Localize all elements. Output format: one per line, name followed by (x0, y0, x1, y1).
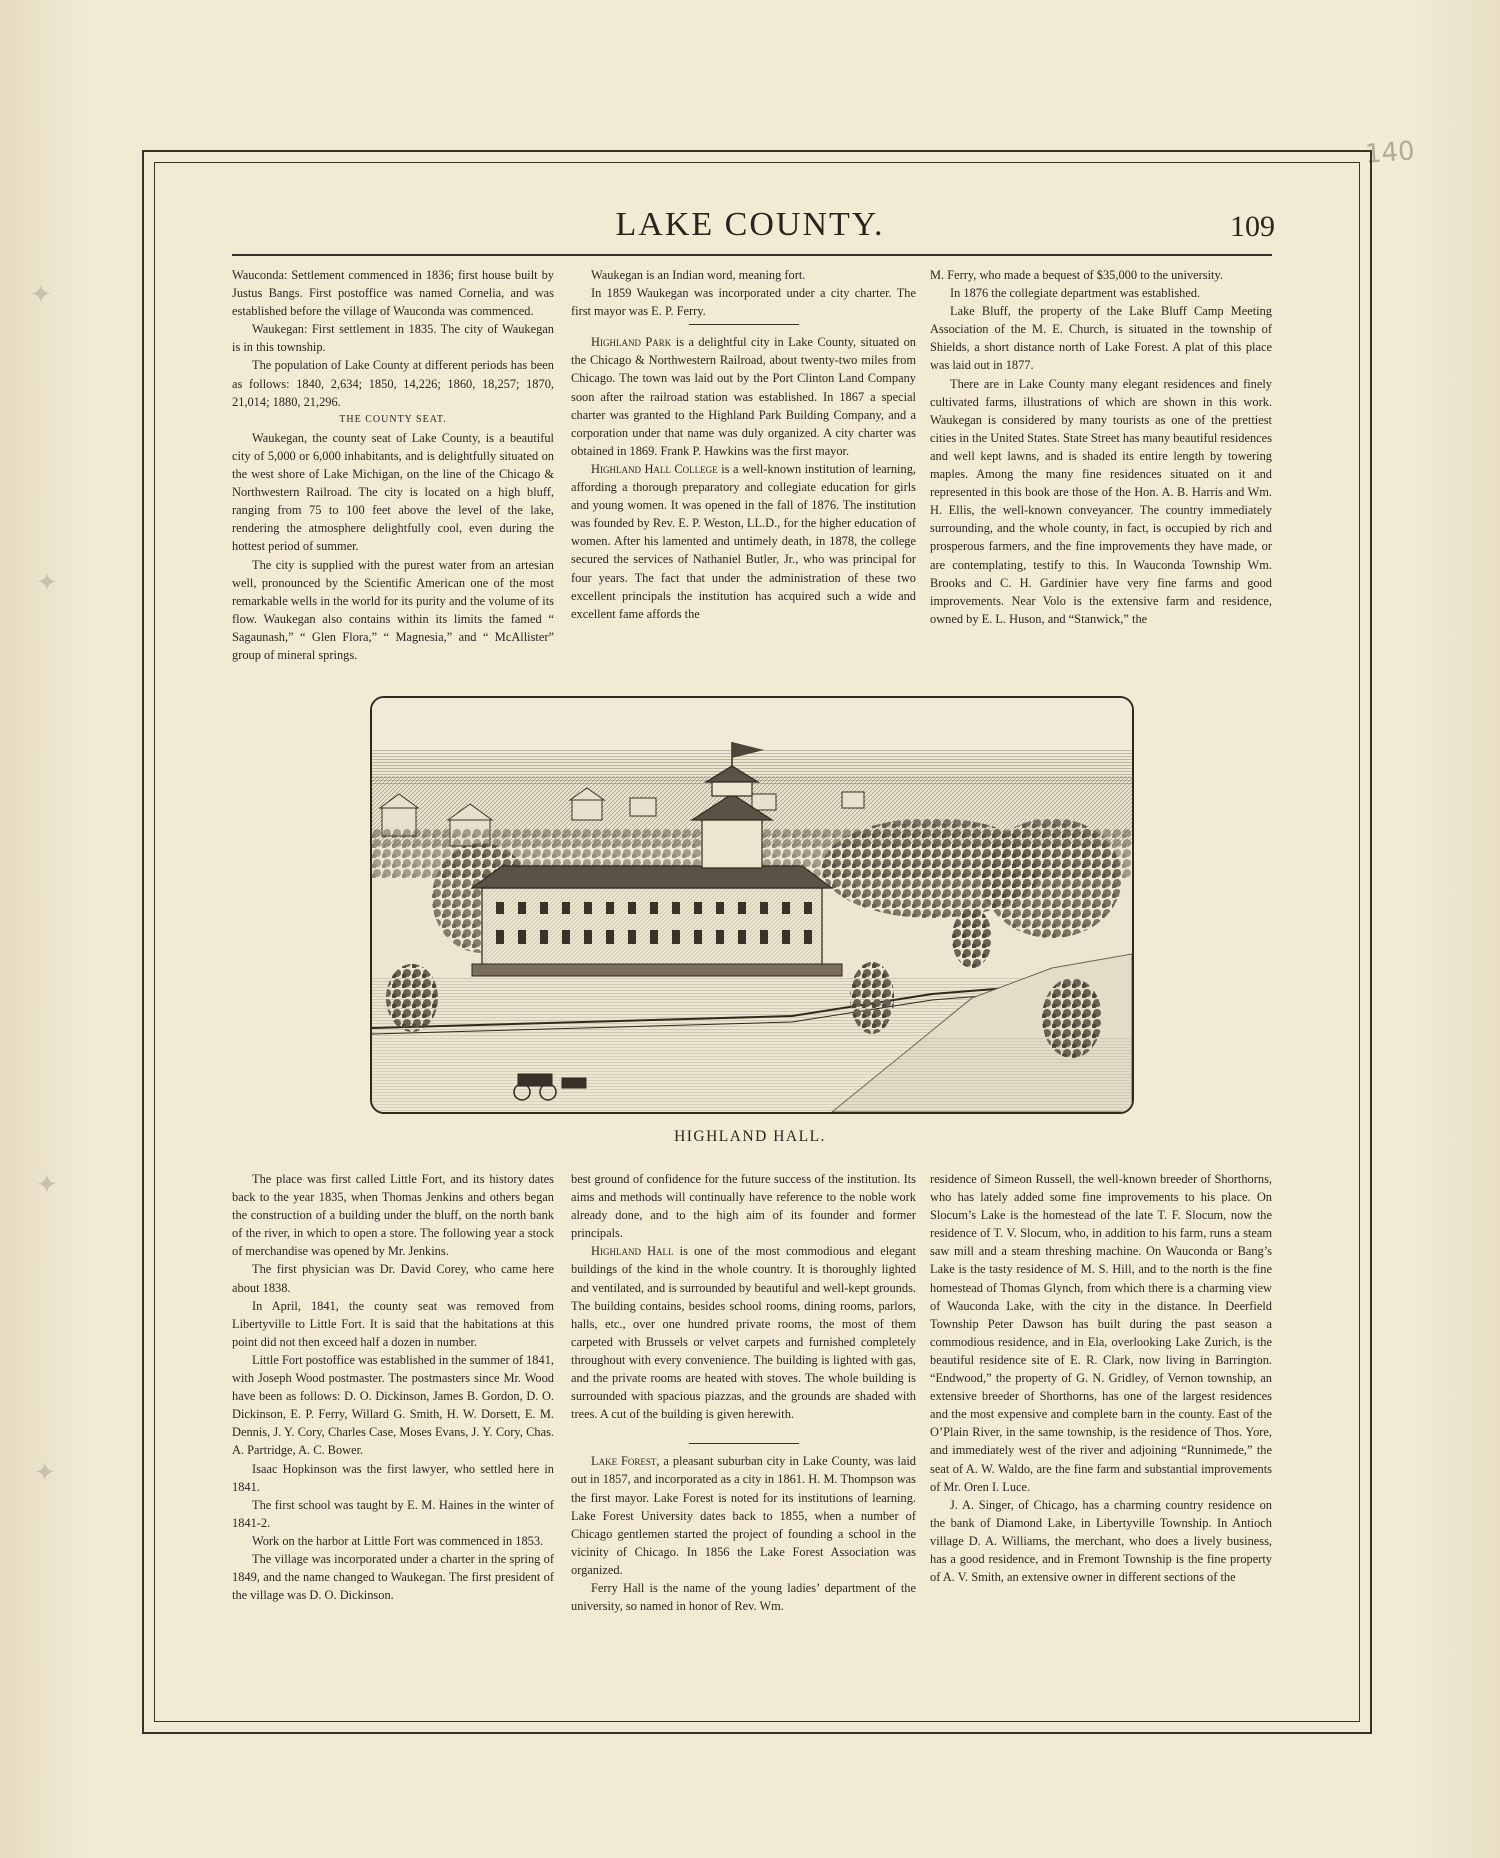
header-rule (232, 254, 1272, 256)
paragraph-highland-hall-college (571, 460, 916, 623)
paragraph: The first physician was Dr. David Corey, who came here about 1838. (232, 1262, 554, 1295)
paragraph-lake-forest (571, 1452, 916, 1579)
lead-in: Highland Park (591, 335, 672, 350)
lead-in: Highland Hall (591, 1244, 674, 1259)
bottom-column-1 (232, 1170, 554, 1640)
paragraph: Work on the harbor at Little Fort was commenced in 1853. (252, 1533, 544, 1548)
paragraph: Isaac Hopkinson was the first lawyer, who settled here in 1841. (232, 1461, 554, 1494)
illustration-caption: HIGHLAND HALL. (674, 1128, 826, 1145)
paragraph: The first school was taught by E. M. Haines in the winter of 1841-2. (232, 1497, 554, 1530)
section-rule (689, 1443, 799, 1444)
paragraph: J. A. Singer, of Chicago, has a charming country residence on the bank of Diamond Lake, in Libertyville Township. In Antioch village D. A. Williams, the merchant, who does a lively business, has a good residence, and in Fremont Township is the fine property of A. V. Smith, an extensive owner in different sections of the (930, 1497, 1272, 1585)
section-heading: THE COUNTY SEAT. (339, 413, 447, 425)
binding-hole-mark: ✦ (36, 568, 58, 597)
paragraph: In April, 1841, the county seat was removed from Libertyville to Little Fort. It is said that the habitations at this point did not then exceed half a dozen in number. (232, 1298, 554, 1349)
paragraph: residence of Simeon Russell, the well-known breeder of Shorthorns, who has lately added some fine improvements to his place. On Slocum’s Lake is the homestead of the late T. F. Slocum, now the residence of T. V. Slocum, who, in addition to his farm, runs a steam saw mill and a steam threshing machine. On Wauconda or Bang’s Lake is the tasty residence of M. S. Hill, and to the north is the fine homestead of Thomas Glynch, from which there is a charming view of Wauconda Lake, with the city in the distance. In Deerfield Township Peter Dawson has built during the past season a commodious residence, and in Ela, overlooking Lake Zurich, is the beautiful residence site of E. R. Clark, now living in Barrington. “Endwood,” the property of G. N. Gridley, of Vernon township, an extensive breeder of Shorthorns, has one of the largest residences and the most expensive and complete barn in the county. East of the O’Plain River, in the same township, is the residence of Thos. Yore, and immediately west of the river and adjoining “Runnimede,” the seat of A. W. Waldo, are the fine farm and substantial improvements of Mr. Oren I. Luce. (930, 1172, 1272, 1494)
binding-hole-mark: ✦ (30, 280, 52, 309)
paragraph: Waukegan, the county seat of Lake County, is a beautiful city of 5,000 or 6,000 inhabitants, and is delightfully situated on the west shore of Lake Michigan, on the line of the Chicago & Northwestern Railroad. The city is located on a high bluff, ranging from 75 to 100 feet above the level of the lake, rendering the atmosphere delightfully cool, even during the hottest period of summer. (232, 430, 554, 554)
binding-hole-mark: ✦ (36, 1170, 58, 1199)
page-title: LAKE COUNTY. (615, 206, 885, 243)
paragraph-text: is a delightful city in Lake County, situated on the Chicago & Northwestern Railroad, about twenty-two miles from Chicago. The town was laid out by the Port Clinton Land Company soon after the railroad station was established. In 1867 a special charter was granted to the Highland Park Building Company, and a corporation under that name was duly organized. A city charter was obtained in 1869. Frank P. Hawkins was the first mayor. (571, 335, 916, 458)
paragraph: M. Ferry, who made a bequest of $35,000 to the university. (930, 268, 1223, 282)
paragraph: Waukegan is an Indian word, meaning fort. (591, 268, 806, 282)
paragraph: There are in Lake County many elegant residences and finely cultivated farms, illustrations of which are shown in this work. Waukegan is considered by many tourists as one of the prettiest cities in the United States. State Street has many beautiful residences and well kept lawns, and is shaded its entire length by towering maples. Among the many fine residences situated on it and represented in this book are those of the Hon. A. B. Harris and Wm. H. Ellis, the well-known conveyancer. The country immediately surrounding, and the whole county, in fact, is occupied by rich and prosperous farmers, and the fine improvements they have made, or are contemplating, testify to this. In Wauconda Township Wm. Brooks and C. H. Gardinier have very fine farms and good improvements. Near Volo is the extensive farm and residence, owned by E. L. Huson, and “Stanwick,” the (930, 376, 1272, 626)
paragraph: The city is supplied with the purest water from an artesian well, pronounced by the Scientific American one of the most remarkable wells in the world for its purity and the volume of its flow. Waukegan also contains within its limits the famed “ Sagaunash,” “ Glen Flora,” “ Magnesia,” and “ McAllister” group of mineral springs. (232, 557, 554, 662)
paragraph: best ground of confidence for the future success of the institution. Its aims and methods will continually have reference to the noble work already done, and to the high aim of its founder and former principals. (571, 1172, 916, 1241)
paragraph: Wauconda: Settlement commenced in 1836; first house built by Justus Bangs. First postoffice was named Cornelia, and was established before the village of Wauconda was commenced. (232, 268, 554, 319)
highland-hall-engraving (370, 696, 1134, 1114)
page-number: 109 (1230, 210, 1275, 243)
paragraph-highland-hall (571, 1242, 916, 1423)
paragraph-text: is one of the most commodious and elegant buildings of the kind in the whole country. It is thoroughly lighted and ventilated, and is surrounded by beautiful and well-kept grounds. The building contains, besides school rooms, dining rooms, parlors, halls, etc., over one hundred private rooms, the most of them carpeted with Brussels or velvet carpets and furnished completely throughout with every convenience. The building is lighted with gas, and the private rooms are heated with stoves. The whole building is surrounded with spacious piazzas, and the grounds are shaded with trees. A cut of the building is given herewith. (571, 1244, 916, 1422)
lead-in: Highland Hall College (591, 461, 718, 476)
paragraph: The population of Lake County at different periods has been as follows: 1840, 2,634; 1850, 14,226; 1860, 18,257; 1870, 21,014; 1880, 21,296. (232, 358, 554, 409)
section-rule (689, 324, 799, 325)
paragraph: Ferry Hall is the name of the young ladies’ department of the university, so named in honor of Rev. Wm. (571, 1580, 916, 1614)
paragraph: Lake Bluff, the property of the Lake Bluff Camp Meeting Association of the M. E. Church, is situated in the township of Shields, a short distance north of Lake Forest. A plat of this place was laid out in 1877. (930, 304, 1272, 373)
paragraph: The place was first called Little Fort, and its history dates back to the year 1835, when Thomas Jenkins and others began the construction of a building under the bluff, on the north bank of the river, in which to open a store. The following year a stock of merchandise was opened by Mr. Jenkins. (232, 1172, 554, 1259)
top-column-1 (232, 266, 554, 666)
lead-in: Lake Forest (591, 1454, 657, 1469)
binding-hole-mark: ✦ (34, 1458, 56, 1487)
top-column-2 (571, 266, 916, 666)
paragraph: Waukegan: First settlement in 1835. The city of Waukegan is in this township. (232, 322, 554, 355)
paragraph-highland-park (571, 333, 916, 460)
paragraph: The village was incorporated under a charter in the spring of 1849, and the name changed to Waukegan. The first president of the village was D. O. Dickinson. (232, 1551, 554, 1603)
paragraph: Little Fort postoffice was established in the summer of 1841, with Joseph Wood postmaster. The postmasters since Mr. Wood have been as follows: D. O. Dickinson, James B. Gordon, D. O. Dickinson, E. P. Ferry, Willard G. Smith, H. W. Dorsett, E. M. Dennis, J. Y. Cory, Charles Case, Moses Evans, J. Y. Cory, Chas. A. Partridge, A. C. Bower. (232, 1352, 554, 1458)
top-column-3 (930, 266, 1272, 666)
bottom-column-2 (571, 1170, 916, 1640)
engraving-image (372, 698, 1132, 1112)
paragraph: In 1876 the collegiate department was established. (950, 286, 1201, 301)
paragraph-text: is a well-known institution of learning, affording a thorough preparatory and collegiate education for girls and young women. It was opened in the fall of 1876. The institution was founded by Rev. E. P. Weston, LL.D., for the higher education of women. After his lamented and untimely death, in 1878, the college secured the services of Nathaniel Butler, Jr., who was principal for four years. The fact that under the administration of these two excellent principals the institution has acquired such a wide and excellent fame affords the (571, 461, 916, 621)
paragraph: In 1859 Waukegan was incorporated under a city charter. The first mayor was E. P. Ferry. (571, 286, 916, 319)
paragraph-text: , a pleasant suburban city in Lake County, was laid out in 1857, and incorporated as a city in 1861. H. M. Thompson was the first mayor. Lake Forest is noted for its institutions of learning. Lake Forest University dates back to 1855, when a number of Chicago gentlemen started the project of founding a school in the vicinity of Chicago. In 1856 the Lake Forest Association was organized. (571, 1454, 916, 1577)
handwritten-page-note: 140 (1364, 136, 1416, 170)
bottom-column-3 (930, 1170, 1272, 1640)
spacer (571, 1423, 916, 1439)
